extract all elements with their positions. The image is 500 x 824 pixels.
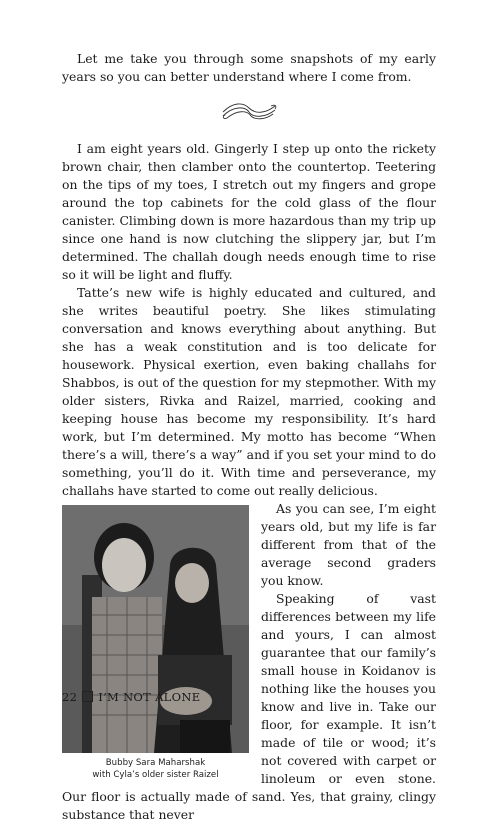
section-ornament [62, 98, 436, 126]
caption-line-2: with Cyla’s older sister Raizel [92, 770, 219, 780]
paragraph-eight-years: As you can see, I’m eight years old, but my life is far different from that of the average second graders you know. [261, 501, 436, 588]
caption-line-1: Bubby Sara Maharshak [105, 758, 206, 768]
paragraph-koidanov: Speaking of vast differences between my life and yours, I can almost guarantee that our family’s small house in Koidanov is nothing like the houses you know and live in. Take our floor, for example. It isn’t made of tile or wood; it’s not covered with carpet or linoleum or even stone. Our floor is actually made of sand. Yes, that grainy, clingy substance that never [62, 591, 436, 822]
paragraph-stepmother: Tatte’s new wife is highly educated and cultured, and she writes beautiful poetry. She likes stimulating conversation and knows everything about anything. But she has a weak constitution and is too delicate for housework. Physical exertion, even baking challahs for Shabbos, is out of the question for my stepmother. With my older sisters, Rivka and Raizel, married, cooking and keeping house has become my responsibility. It’s hard work, but I’m determined. My motto has become “When there’s a will, there’s a way” and if you set your mind to do something, you’ll do it. With time and perseverance, my challahs have started to come out really delicious. [62, 285, 436, 498]
square-icon [82, 691, 93, 702]
intro-paragraph: Let me take you through some snapshots of my early years so you can better understand where I come from. [62, 51, 436, 84]
family-photo [62, 505, 249, 753]
photo-caption [62, 757, 249, 781]
page-number: 22 [62, 690, 78, 704]
page-footer [62, 690, 200, 704]
flourish-icon [219, 98, 279, 126]
paragraph-challah: I am eight years old. Gingerly I step up onto the rickety brown chair, then clamber onto the countertop. Teetering on the tips of my toes, I stretch out my fingers and grope around the top cabinets for the cold glass of the flour canister. Climbing down is more hazardous than my trip up since one hand is now clutching the slippery jar, but I’m determined. The challah dough needs enough time to rise so it will be light and fluffy. [62, 141, 436, 282]
book-title: I’M NOT ALONE [98, 690, 201, 704]
photo-figure [62, 505, 249, 781]
page-body [62, 50, 436, 824]
photo-image [62, 505, 249, 753]
